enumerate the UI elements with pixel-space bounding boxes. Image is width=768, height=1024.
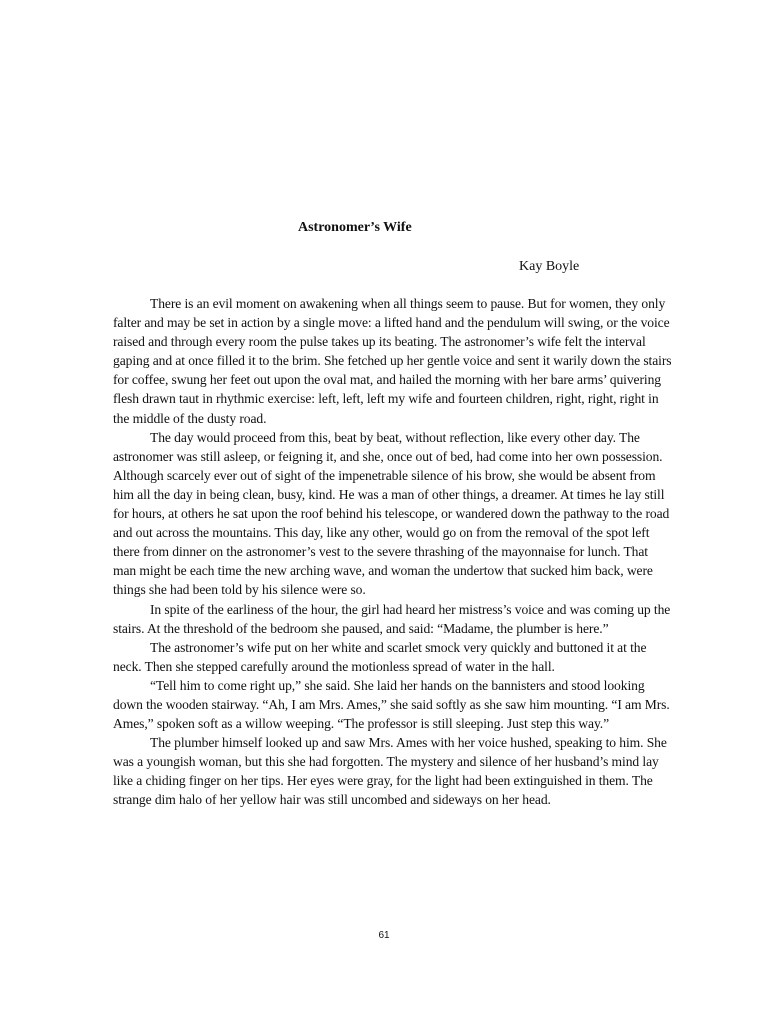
paragraph-1: There is an evil moment on awakening when all things seem to pause. But for women, they only falter and may be set in action by a single move: a lifted hand and the pendulum will swing, or the voice raised and through every room the pulse takes up its beating. The astronomer’s wife felt the interval gaping and at once filled it to the brim. She fetched up her gentle voice and sent it warily down the stairs for coffee, swung her feet out upon the oval mat, and hailed the morning with her bare arms’ quivering flesh drawn taut in rhythmic exercise: left, left, left my wife and fourteen children, right, right, right in the middle of the dusty road. xyxy=(113,296,672,426)
story-body xyxy=(113,294,673,810)
author-name: Kay Boyle xyxy=(519,259,580,274)
page-number: 61 xyxy=(378,930,390,941)
paragraph-3: In spite of the earliness of the hour, the girl had heard her mistress’s voice and was coming up the stairs. At the threshold of the bedroom she paused, and said: “Madame, the plumber is here.” xyxy=(113,601,671,636)
paragraph-5: “Tell him to come right up,” she said. She laid her hands on the bannisters and stood looking down the wooden stairway. “Ah, I am Mrs. Ames,” she said softly as she saw him mounting. “I am Mrs. Ames,” spoken soft as a willow weeping. “The professor is still sleeping. Just step this way.” xyxy=(113,677,670,732)
story-title: Astronomer’s Wife xyxy=(298,220,412,235)
paragraph-4: The astronomer’s wife put on her white and scarlet smock very quickly and buttoned it at the neck. Then she stepped carefully around the motionless spread of water in the hall. xyxy=(113,639,647,674)
paragraph-6: The plumber himself looked up and saw Mrs. Ames with her voice hushed, speaking to him. She was a youngish woman, but this she had forgotten. The mystery and silence of her husband’s mind lay like a chiding finger on her tips. Her eyes were gray, for the light had been extinguished in them. The strange dim halo of her yellow hair was still uncombed and sideways on her head. xyxy=(113,735,667,808)
paragraph-2: The day would proceed from this, beat by beat, without reflection, like every other day. The astronomer was still asleep, or feigning it, and she, once out of bed, had come into her own possession. Although scarcely ever out of sight of the impenetrable silence of his brow, she would be absent from him all the day in being clean, busy, kind. He was a man of other things, a dreamer. At times he lay still for hours, at others he sat upon the roof behind his telescope, or wandered down the pathway to the road and out across the mountains. This day, like any other, would go on from the removal of the spot left there from dinner on the astronomer’s vest to the severe thrashing of the mayonnaise for lunch. That man might be each time the new arching wave, and woman the undertow that sucked him back, were things she had been told by his silence were so. xyxy=(113,429,670,598)
